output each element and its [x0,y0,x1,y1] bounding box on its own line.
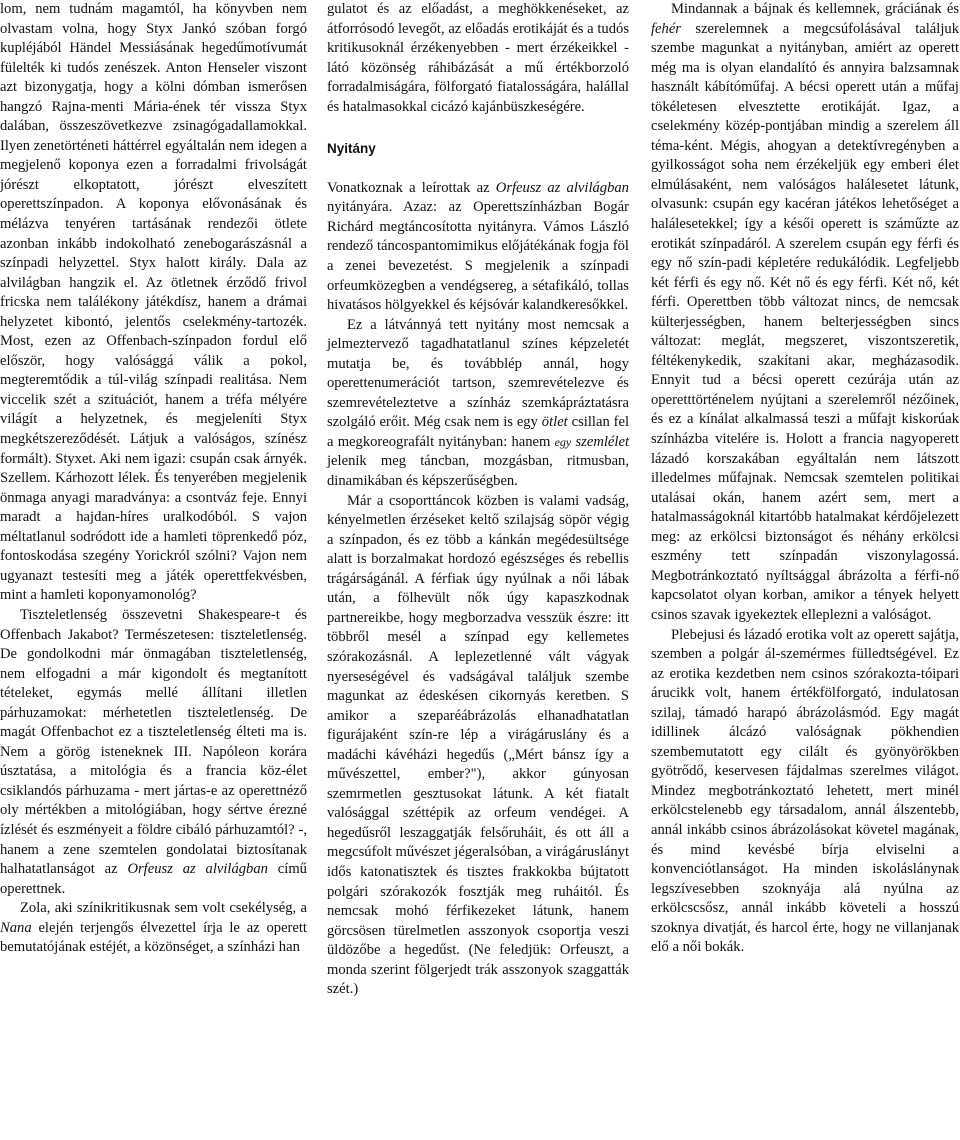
col2-p3-end: jelenik meg táncban, mozgásban, ritmusban, dinamikában és képszerűségben. [327,453,629,490]
col3-paragraph-2: Plebejusi és lázadó erotika volt az operett sajátja, szemben a polgár ál-szemérmes fülledtségével. Ez az erotika kezdetben nem csinos szórakozta-tóipari árucikk volt, hanem értékfölforgató, indulatosan szilaj, támadó harapó ábrázolásmód. Egy magát idillinek álcázó valóságnak pökhendien szembemutatott egy cilált és gyönyörökben gyötrődő, keservesen fájdalmas szerelmes világot. Mindez megbotránkoztató lehetett, mert minél erkölcstelenebb egy társadalom, annál álszentebb, annál inkább csinos ábrázolásokat követel magának, és mind kevésbé bírja elviselni a konvenciótlanságot. Ha minden iskoláslánynak legszívesebben szoknyája alá nyúlna az erkölcscsősz, annál inkább követeli a hosszú szoknya divatját, és harcol érte, hogy ne villanjanak elő a női bokák. [651,626,959,956]
col2-p3-text: Ez a látvánnyá tett nyitány most nemcsak a jelmeztervező tagadhatatlanul színes képzeletét mutatja be, és továbblép annál, hogy operettenumerációt tartson, szemrevételezve és szemrevételeztetve a színház szemkápráztatásra szolgáló erőit. Még csak nem is egy [327,316,629,431]
col1-p3-title: Nana [0,919,32,936]
column-3 [651,0,959,958]
col1-p3-text: Zola, aki színikritikusnak sem volt csekélység, a [20,900,307,917]
col1-p2-text: Tiszteletlenség összevetni Shakespeare-t és Offenbach Jakabot? Természetesen: tiszteletlenség. De gondolkodni már önmagában tiszteletlenség, nem elfogadni a már kigondolt és megtanított tételeket, egymás mellé állítani illetlen párhuzamokat: mérhetetlen tiszteletlenség. De magát Offenbachot ez a tiszteletlenség élteti ma is. Nem a görög isteneknek III. Napóleon korára úsztatása, a mitológia és a francia köz-élet csiklandós párhuzama - mert jártas-e az operettnéző oly mértékben a mitológiában, hogy sértve érezné ízlését és eszményeit a földre cibáló párhuzamtól? -, hanem a zene szemtelen gondolatai biztosítanak halhatatlanságot az [0,606,307,878]
col3-p1-end: szerelemnek a megcsúfolásával találjuk szembe magunkat a nyitányban, amiért az operett még ma is olyan elandalító és annyira balzsamnak használt kábítóműfaj. A bécsi operett után a műfaj tökéletesen elvesztette erotikáját. Igaz, a cselekmény közép-pontjában mindig a szerelem áll téma-ként. Mégis, ahogyan a detektívregényben a gyilkosságot soha nem érzékeljük egy emberi élet elmúlásaként, nem valóságos halálesetet látunk, olvasunk: csupán egy kacéran játékos lehetőséget a halálesetekkel; így a késői operett is száműzte az erotikát színpadáról. A szerelem csupán egy férfi és egy nő szín-padi képletére redukálódik. Legfeljebb két férfi és egy nő. Két nő és egy férfi. Két nő, két férfi. Operettben több változat nincs, de nemcsak külterjességben, hanem belterjességben sincs változat: meglát, megszeret, viszontszeretik, féltékenykedik, szakítani akar, megházasodik. Ennyit tud a bécsi operett cezúrája után az operetttörténelem nyújtani a szerelemről nézőinek, és ez a kínálat alkalmassá teszi a műfajt kiskorúak színházba vitelére is. Holott a francia nagyoperett lázadó korszakában egyáltalán nem látszott illedelmes műfajnak. Nemcsak szemtelen politikai utalásai okán, hanem azért sem, mert a hatalmasságoknál kitartóbb hatalmakat kérdőjelezett meg: az erkölcsi biztonságot és néhány erkölcsi eszmény tett színpadán viszonylagossá. Megbotránkoztató nyíltsággal ábrázolta a férfi-nő kapcsolatot olyan korban, amikor a tények helyett csinos szavak igyekeztek elleplezni a valóságot. [651,20,959,623]
col3-paragraph-1 [651,0,959,626]
column-2 [327,0,629,1000]
col2-paragraph-3 [327,316,629,492]
col2-p3-em2: egy [554,434,572,449]
col2-p2-end: nyitányára. Azaz: az Operettszínházban Bogár Richárd megtáncosította nyitányra. Vámos László rendező táncospantomimikus előjátékának fogja föl a zenei bevezetést. S megjelenik a színpadi orfeumközegben a vendégsereg, a sétafikáló, tollas hivatásos hölgyekkel és kéjsóvár kalandkeresőkkel. [327,199,629,314]
col1-paragraph-1: lom, nem tudnám magamtól, ha könyvben nem olvastam volna, hogy Styx Jankó szóban forgó kupléjából Händel Messiásának hegedűmotívumát fülelték ki tudós zenészek. Anton Henseler viszont azt bizonygatja, hogy a kölni dómban ismerősen hangzó Rajna-menti Mária-ének tér vissza Styx dalában, összeszövetkezve zsinagógadallamokkal. Ilyen zenetörténeti háttérrel egyáltalán nem idegen a megjelenő koponya ezen a forradalmi frivolságát jórészt elkoptatott, jórészt elveszített operettszínpadon. A koponya elővonásának és mélázva tenyéren tartásának rendezői ötlete azonban inkább indokolható zenebogarászásnál a színpadi helyzettel. Styx halott király. Dala az alvilágban hangzik el. Az ötletnek érződő frivol fricska nem találékony játékdísz, hanem a drámai helyzetet kibontó, jelentős cselekmény-tartozék. Most, ezen az Offenbach-színpadon fordul elő először, hogy valósággá válik a pokol, megteremtődik a túl-világ színpadi realitása. Nem viccelik szét a szituációt, hanem a tréfa mélyére világít a helyzetnek, és megjeleníti Styx megkétszereződését. Látjuk a valóságos, színész formált). Styxet. Aki nem igazi: csupán csak árnyék. Szellem. Kárhozott lélek. És tenyerében megjelenik önmaga anyagi maradványa: a csontváz feje. Ennyi maradt a hajdan-híres uralkodóból. S vajon méltatlanul sodródott ide a hamleti töprenkedő póz, fontoskodása szegény Yorickról szólni? Vajon nem ugyanazt testesíti meg a játék operettfekvésben, mint a hamleti koponyamonológ? [0,1,307,604]
section-heading: Nyitány [327,141,376,157]
col2-p3-mid: csillan fel a megkoreografált nyitányban: hanem [327,414,630,450]
col2-paragraph-1: gulatot és az előadást, a meghökkenéseket, az átforrósodó levegőt, az előadás erotikáját és a tudós kritikusoknál érzékenyebben - mert érzékeikkel - látó közönség ráhibázását a mű értékborzoló forradalmiságára, fölforgató fiatalosságára, halállal és hatalmasokkal cicázó kajánbüszkeségére. [327,1,629,115]
col1-p2-end: című operettnek. [0,861,307,897]
col1-paragraph-2 [0,606,307,899]
col1-paragraph-3 [0,899,307,958]
col2-p2-title: Orfeusz az alvilágban [495,179,629,196]
col3-p1-em: fehér [651,20,681,37]
col1-p3-end: elején terjengős élvezettel írja le az operett bemutatójának estéjét, a közönséget, a színházi han [0,919,307,956]
col2-paragraph-2 [327,179,629,316]
col2-paragraph-4: Már a csoporttáncok közben is valami vadság, kényelmetlen érzéseket keltő szilajság söpör végig a színpadon, és ez több a kánkán megédesültsége alatt is borzalmakat hordozó egészséges és rebellis trágárságánál. A férfiak úgy nyúlnak a női lábak után, a fölhevült nők úgy kapaszkodnak partnereikbe, hogy megborzadva vesszük észre: itt többről mesél a színpad egy kellemetes szórakozásnál. A leplezetlenné vált vágyak nyerseségével és vadságával találjuk szembe magunkat az édeskésen cikornyás keretben. S amikor a szeparéábrázolás elhanadhatatlan figurájaként szín-re lép a virágáruslány és a madáchi kávéházi hegedűs („Mért bánsz így a művészettel, ember?"), akkor gúnyosan szemrmetlen gesztusokat látunk. A két fiatalt valósággal széttépik az orfeum vendégei. A hegedűsről leszaggatják felsőruháit, és ott áll a megcsúfolt művészet jégeralsóban, a virágáruslányt idős katonatisztek és tisztes frakkokba bújtatott polgári szórakozók fosztják meg ruháitól. És nemcsak mohó férfikezeket látunk, hanem görcsösen türelmetlen asszonyok csoportja veszi üldözőbe a hegedűst. (Ne feledjük: Orfeuszt, a monda szerint fölgerjedt trák asszonyok szaggatták szét.) [327,492,629,998]
col2-p3-em1: ötlet [541,414,568,431]
col1-p2-title: Orfeusz az alvilágban [127,861,268,878]
column-1 [0,0,307,958]
col3-p1-text: Mindannak a bájnak és kellemnek, gráciának és [671,1,959,17]
col2-p2-text: Vonatkoznak a leírottak az [327,179,490,196]
col2-p3-em3: szemlélet [575,433,629,450]
